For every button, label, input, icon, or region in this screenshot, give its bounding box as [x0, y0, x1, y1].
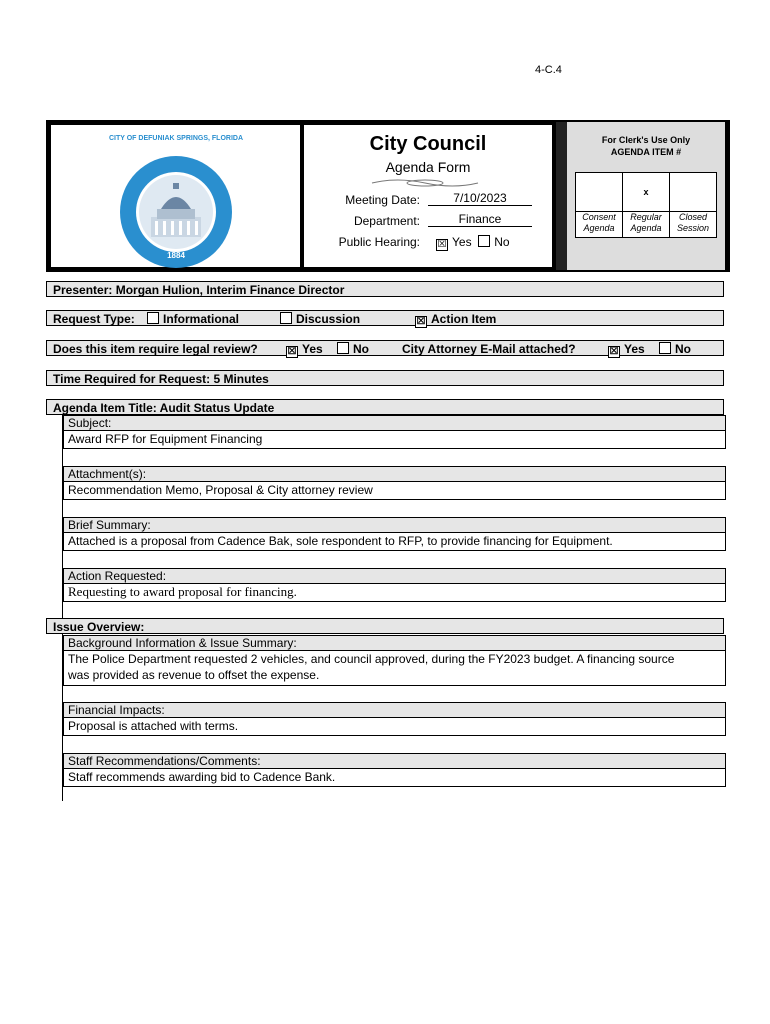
public-hearing-label: Public Hearing:: [338, 235, 420, 249]
legal-yes-label: Yes: [302, 342, 323, 356]
issue-overview-title: Issue Overview:: [53, 620, 145, 634]
request-type-bar: [46, 310, 724, 326]
action-item-checkbox[interactable]: ☒: [416, 316, 426, 327]
informational-label: Informational: [163, 312, 240, 326]
page-id: 4-C.4: [535, 64, 562, 76]
email-no-option[interactable]: [659, 341, 691, 357]
summary-label: Brief Summary:: [63, 517, 726, 533]
clerk-cell: [567, 122, 725, 270]
logo-cell: [51, 125, 300, 267]
seal-year: 1884: [167, 251, 185, 260]
clerk-title-line2: AGENDA ITEM #: [610, 147, 682, 157]
financial-impacts-value[interactable]: Proposal is attached with terms.: [63, 718, 726, 736]
informational-option[interactable]: [147, 311, 239, 327]
department-value[interactable]: Finance: [428, 212, 532, 227]
public-hearing-yes-checkbox[interactable]: ☒: [437, 239, 447, 250]
legal-yes-option[interactable]: [286, 341, 323, 358]
attachments-label: Attachment(s):: [63, 466, 726, 482]
legal-review-question: Does this item require legal review?: [53, 342, 258, 356]
legal-no-checkbox[interactable]: [337, 342, 349, 354]
public-hearing-no-checkbox[interactable]: [478, 235, 490, 247]
clerk-grid: [575, 172, 717, 238]
clerk-col-consent[interactable]: [576, 173, 623, 237]
action-item-option[interactable]: [415, 311, 496, 328]
seal-text: CITY OF DEFUNIAK SPRINGS, FLORIDA: [108, 135, 244, 142]
clerk-title: [567, 134, 725, 158]
clerk-col-label-line1: Closed: [678, 212, 707, 222]
clerk-col-label-line2: Session: [676, 223, 710, 233]
email-yes-label: Yes: [624, 342, 645, 356]
email-yes-checkbox[interactable]: ☒: [609, 346, 619, 357]
clerk-col-label: [670, 211, 716, 234]
background-value[interactable]: [63, 651, 726, 686]
attorney-email-question: City Attorney E-Mail attached?: [402, 342, 576, 356]
agenda-item-title-bar: [46, 399, 724, 415]
email-no-checkbox[interactable]: [659, 342, 671, 354]
clerk-col-closed[interactable]: [670, 173, 716, 237]
clerk-col-regular[interactable]: [623, 173, 670, 237]
time-required-text: Time Required for Request: 5 Minutes: [53, 372, 269, 386]
public-hearing-options: [436, 235, 510, 251]
legal-review-bar: [46, 340, 724, 356]
clerk-mark: x: [643, 187, 649, 197]
flourish-icon: [370, 177, 480, 189]
action-item-label: Action Item: [431, 312, 497, 326]
subject-value[interactable]: Award RFP for Equipment Financing: [63, 431, 726, 449]
header-box: [46, 120, 730, 272]
staff-recommendations-label: Staff Recommendations/Comments:: [63, 753, 726, 769]
request-type-label: Request Type:: [53, 312, 135, 326]
form-subtitle: Agenda Form: [385, 159, 471, 175]
clerk-col-label-line1: Regular: [630, 212, 662, 222]
attachments-value[interactable]: Recommendation Memo, Proposal & City attorney review: [63, 482, 726, 500]
clerk-col-label-line2: Agenda: [630, 223, 662, 233]
legal-no-option[interactable]: [337, 341, 369, 357]
presenter-text: Presenter: Morgan Hulion, Interim Finance Director: [53, 283, 345, 297]
financial-impacts-label: Financial Impacts:: [63, 702, 726, 718]
staff-recommendations-value[interactable]: Staff recommends awarding bid to Cadence Bank.: [63, 769, 726, 787]
agenda-item-title: Agenda Item Title: Audit Status Update: [53, 401, 275, 415]
department-label: Department:: [353, 214, 420, 228]
form-title: City Council: [369, 133, 487, 155]
email-no-label: No: [675, 342, 691, 356]
public-hearing-no-label: No: [494, 235, 510, 249]
presenter-bar: [46, 281, 724, 297]
background-label: Background Information & Issue Summary:: [63, 635, 726, 651]
clerk-title-line1: For Clerk's Use Only: [601, 135, 691, 145]
issue-overview-bar: [46, 618, 724, 634]
legal-no-label: No: [353, 342, 369, 356]
clerk-col-label: [623, 211, 669, 234]
subject-label: Subject:: [63, 415, 726, 431]
discussion-checkbox[interactable]: [280, 312, 292, 324]
action-requested-label: Action Requested:: [63, 568, 726, 584]
time-required-bar: [46, 370, 724, 386]
meeting-date-label: Meeting Date:: [345, 193, 420, 207]
meeting-date-value[interactable]: 7/10/2023: [428, 191, 532, 206]
background-line-2: was provided as revenue to offset the expense.: [68, 668, 320, 682]
background-line-1: The Police Department requested 2 vehicles, and council approved, during the FY2023 budget. A financing source: [68, 652, 675, 666]
clerk-col-label: [576, 211, 622, 234]
clerk-col-label-line2: Agenda: [583, 223, 615, 233]
email-yes-option[interactable]: [608, 341, 645, 358]
title-cell: [304, 125, 552, 267]
action-requested-value[interactable]: Requesting to award proposal for financing.: [63, 584, 726, 602]
discussion-option[interactable]: [280, 311, 360, 327]
summary-value[interactable]: Attached is a proposal from Cadence Bak, sole respondent to RFP, to provide financing for Equipment.: [63, 533, 726, 551]
public-hearing-yes-label: Yes: [452, 235, 472, 249]
clerk-col-label-line1: Consent: [582, 212, 616, 222]
informational-checkbox[interactable]: [147, 312, 159, 324]
discussion-label: Discussion: [296, 312, 361, 326]
legal-yes-checkbox[interactable]: ☒: [287, 346, 297, 357]
